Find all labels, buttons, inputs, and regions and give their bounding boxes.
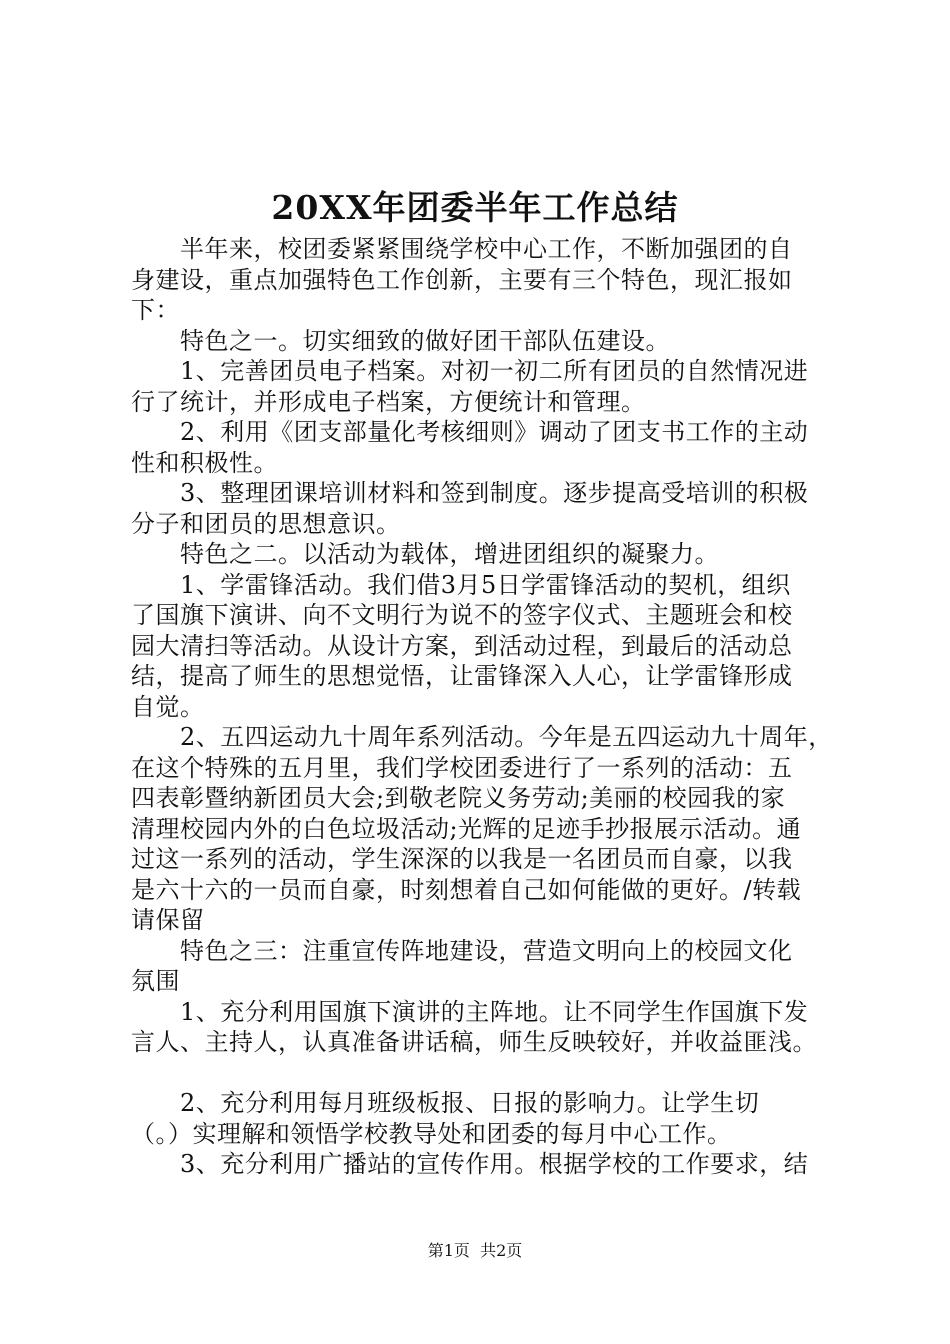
body-line: 特色之一。切实细致的做好团干部队伍建设。: [131, 326, 670, 355]
body-line: 了国旗下演讲、向不文明行为说不的签字仪式、主题班会和校: [131, 601, 793, 629]
body-line: 行了统计，并形成电子档案，方便统计和管理。: [131, 387, 646, 416]
body-line: 结，提高了师生的思想觉悟，让雷锋深入人心，让学雷锋形成: [131, 662, 793, 690]
body-line: 3、充分利用广播站的宣传作用。根据学校的工作要求，结: [131, 1150, 809, 1178]
body-line: 3、整理团课培训材料和签到制度。逐步提高受培训的积极: [131, 479, 809, 507]
body-line: 性和积极性。: [131, 448, 278, 477]
body-line: 氛围: [131, 967, 180, 995]
body-line: 在这个特殊的五月里，我们学校团委进行了一系列的活动：五: [131, 753, 793, 782]
body-line: 请保留: [131, 906, 205, 934]
body-line: 2、五四运动九十周年系列活动。今年是五四运动九十周年，: [131, 723, 833, 751]
body-line: 过这一系列的活动，学生深深的以我是一名团员而自豪，以我: [131, 845, 793, 873]
page-number-footer: 第1页 共2页: [427, 1241, 523, 1260]
body-line: 园大清扫等活动。从设计方案，到活动过程，到最后的活动总: [131, 631, 793, 660]
document-title: 20XX年团委半年工作总结: [271, 188, 679, 227]
document-body: [131, 234, 831, 1180]
body-line: 自觉。: [131, 692, 205, 721]
body-line: [131, 1058, 831, 1089]
body-line: 1、充分利用国旗下演讲的主阵地。让不同学生作国旗下发: [131, 997, 809, 1026]
body-line: （。）实理解和领悟学校教导处和团委的每月中心工作。: [131, 1119, 732, 1148]
body-line: 是六十六的一员而自豪，时刻想着自己如何能做的更好。/转载: [131, 875, 802, 904]
body-line: 特色之三：注重宣传阵地建设，营造文明向上的校园文化: [131, 936, 793, 965]
body-line: 半年来，校团委紧紧围绕学校中心工作，不断加强团的自: [131, 235, 793, 263]
body-line: 分子和团员的思想意识。: [131, 509, 401, 538]
body-line: 2、利用《团支部量化考核细则》调动了团支书工作的主动: [131, 418, 809, 446]
body-line: 清理校园内外的白色垃圾活动;光辉的足迹手抄报展示活动。通: [131, 814, 802, 843]
body-line: 1、学雷锋活动。我们借3月5日学雷锋活动的契机，组织: [131, 570, 791, 599]
body-line: 2、充分利用每月班级板报、日报的影响力。让学生切: [131, 1089, 760, 1117]
body-line: 下：: [131, 296, 180, 324]
body-line: 言人、主持人，认真准备讲话稿，师生反映较好，并收益匪浅。: [131, 1028, 817, 1056]
body-line: 身建设，重点加强特色工作创新，主要有三个特色，现汇报如: [131, 265, 793, 294]
body-line: 特色之二。以活动为载体，增进团组织的凝聚力。: [131, 540, 719, 568]
body-line: 1、完善团员电子档案。对初一初二所有团员的自然情况进: [131, 357, 809, 385]
body-line: 四表彰暨纳新团员大会;到敬老院义务劳动;美丽的校园我的家: [131, 784, 786, 812]
